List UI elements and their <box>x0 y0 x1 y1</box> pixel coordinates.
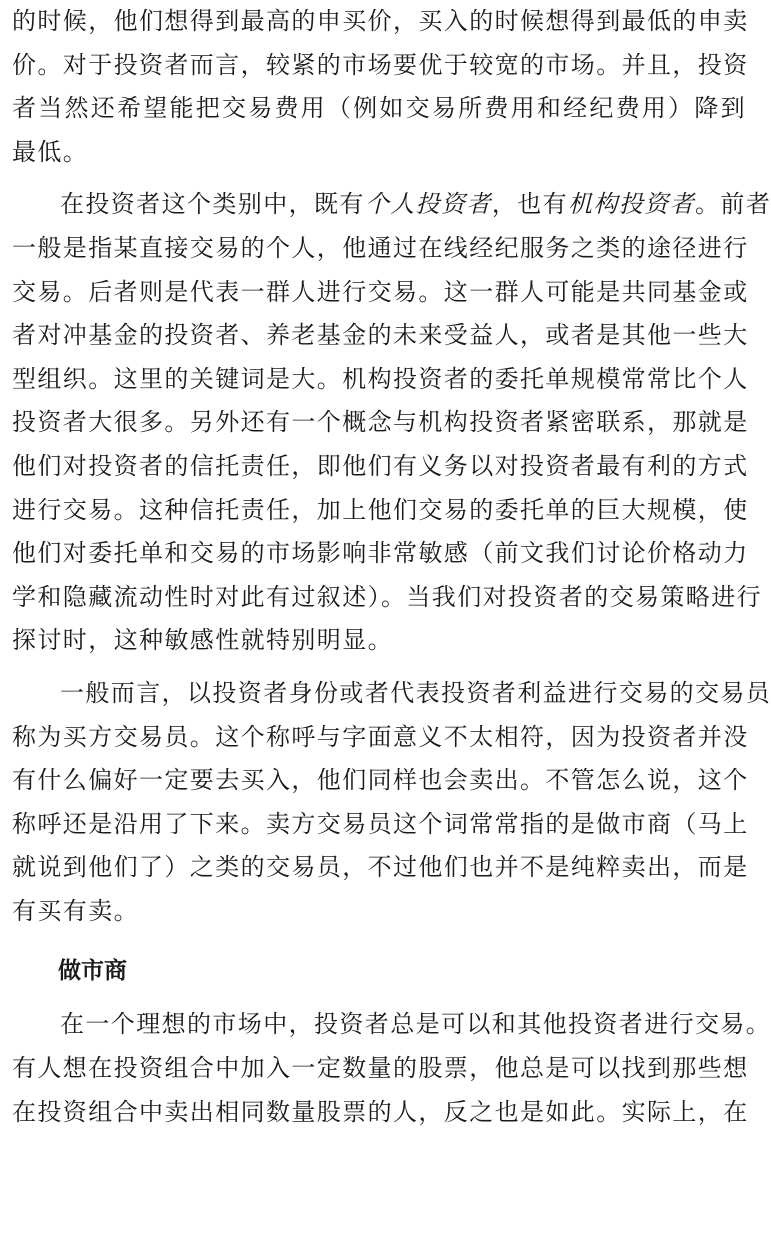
paragraph-1 <box>12 0 749 174</box>
text-line: 价。对于投资者而言，较紧的市场要优于较宽的市场。并且，投资 <box>12 50 749 79</box>
text-line <box>12 183 771 227</box>
text-run: ，也有 <box>491 190 569 219</box>
text-line: 有买有卖。 <box>12 896 139 925</box>
text-line: 称为买方交易员。这个称呼与字面意义不太相符，因为投资者并没 <box>12 722 749 751</box>
text-line: 一般而言，以投资者身份或者代表投资者利益进行交易的交易员 <box>60 678 771 707</box>
text-line: 就说到他们了）之类的交易员，不过他们也并不是纯粹卖出，而是 <box>12 853 749 882</box>
text-line: 他们对委托单和交易的市场影响非常敏感（前文我们讨论价格动力 <box>12 539 749 568</box>
text-line: 学和隐藏流动性时对此有过叙述）。当我们对投资者的交易策略进行 <box>12 582 762 611</box>
text-line: 者当然还希望能把交易费用（例如交易所费用和经纪费用）降到 <box>12 94 746 123</box>
text-line: 投资者大很多。另外还有一个概念与机构投资者紧密联系，那就是 <box>12 408 749 437</box>
text-line: 的时候，他们想得到最高的申买价，买入的时候想得到最低的申卖 <box>12 7 749 35</box>
text-line: 探讨时，这种敏感性就特别明显。 <box>12 626 393 655</box>
text-line: 在一个理想的市场中，投资者总是可以和其他投资者进行交易。 <box>60 1010 771 1039</box>
paragraph-gap <box>12 663 746 672</box>
emphasis-institutional-investor: 机构投资者 <box>568 190 696 219</box>
text-line: 他们对投资者的信托责任，即他们有义务以对投资者最有利的方式 <box>12 451 749 480</box>
paragraph-4 <box>12 1003 771 1134</box>
text-line: 最低。 <box>12 137 89 166</box>
paragraph-2 <box>12 183 771 663</box>
text-line: 交易。后者则是代表一群人进行交易。这一群人可能是共同基金或 <box>12 277 749 306</box>
text-line: 在投资组合中卖出相同数量股票的人，反之也是如此。实际上，在 <box>12 1097 749 1126</box>
text-run: 在投资者这个类别中，既有 <box>60 190 365 219</box>
text-line: 型组织。这里的关键词是大。机构投资者的委托单规模常常比个人 <box>12 364 749 393</box>
text-line: 者对冲基金的投资者、养老基金的未来受益人，或者是其他一些大 <box>12 321 749 350</box>
text-line: 称呼还是沿用了下来。卖方交易员这个词常常指的是做市商（马上 <box>12 809 749 838</box>
paragraph-3 <box>12 672 771 934</box>
text-line: 一般是指某直接交易的个人，他通过在线经纪服务之类的途径进行 <box>12 233 749 262</box>
text-line: 有人想在投资组合中加入一定数量的股票，他总是可以找到那些想 <box>12 1054 749 1083</box>
text-line: 进行交易。这种信托责任，加上他们交易的委托单的巨大规模，使 <box>12 495 749 524</box>
emphasis-individual-investor: 个人投资者 <box>364 190 492 219</box>
section-heading: 做市商 <box>58 958 127 985</box>
paragraph-gap <box>12 174 746 183</box>
text-run: 。前者 <box>695 190 771 219</box>
text-line: 有什么偏好一定要去买入，他们同样也会卖出。不管怎么说，这个 <box>12 766 749 795</box>
